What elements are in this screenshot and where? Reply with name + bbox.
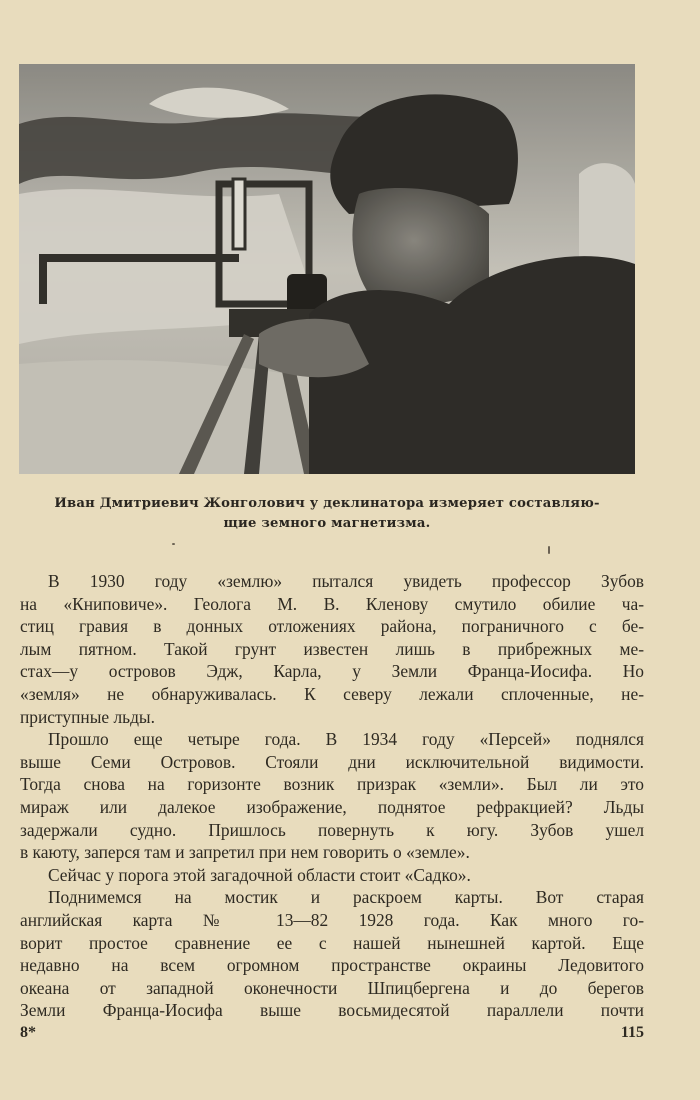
print-speck <box>172 543 175 545</box>
body-text-line: приступные льды. <box>20 706 155 727</box>
body-text <box>20 570 644 1022</box>
body-text-line: Прошло еще четыре года. В 1934 году «Персей» поднялся <box>48 729 644 750</box>
body-text-line: «земля» не обнаруживалась. К северу лежали сплоченные, не- <box>20 683 644 704</box>
body-text-line: Поднимемся на мостик и раскроем карты. Вот старая <box>48 887 644 908</box>
body-text-line: Земли Франца-Иосифа выше восьмидесятой параллели почти <box>20 1000 644 1021</box>
photograph-man-with-declinometer <box>19 64 635 474</box>
body-text-line: Сейчас у порога этой загадочной области стоит «Садко». <box>48 864 471 885</box>
body-text-line: мираж или далекое изображение, поднятое рефракцией? Льды <box>20 796 644 817</box>
body-text-line: английская карта № 13—82 1928 года. Как много го- <box>20 909 644 930</box>
body-text-line: выше Семи Островов. Стояли дни исключительной видимости. <box>20 751 644 772</box>
page-number: 115 <box>620 1024 644 1041</box>
body-text-line: лым пятном. Такой грунт известен лишь в прибрежных ме- <box>20 638 644 659</box>
printer-signature-mark: 8* <box>20 1024 36 1041</box>
body-text-line: стах—у островов Эдж, Карла, у Земли Франца-Иосифа. Но <box>20 661 644 682</box>
caption-line-1: Иван Дмитриевич Жонголович у деклинатора измеряет составляю- <box>54 496 600 511</box>
body-text-line: океана от западной оконечности Шпицбергена и до берегов <box>20 977 644 998</box>
body-text-line: на «Книповиче». Геолога М. В. Кленову смутило обилие ча- <box>20 593 644 614</box>
body-text-line: стиц гравия в донных отложениях района, пограничного с бе- <box>20 616 644 637</box>
print-speck <box>548 546 550 554</box>
body-text-line: в каюту, заперся там и запретил при нем говорить о «земле». <box>20 842 470 863</box>
body-text-line: Тогда снова на горизонте возник призрак «земли». Был ли это <box>20 774 644 795</box>
photo-caption <box>20 494 634 534</box>
body-text-line: ворит простое сравнение ее с нашей нынешней картой. Еще <box>20 932 644 953</box>
body-text-line: недавно на всем огромном пространстве окраины Ледовитого <box>20 955 644 976</box>
caption-line-2: щие земного магнетизма. <box>223 516 431 531</box>
body-text-line: задержали судно. Пришлось повернуть к югу. Зубов ушел <box>20 819 644 840</box>
body-text-line: В 1930 году «землю» пытался увидеть профессор Зубов <box>48 571 644 591</box>
